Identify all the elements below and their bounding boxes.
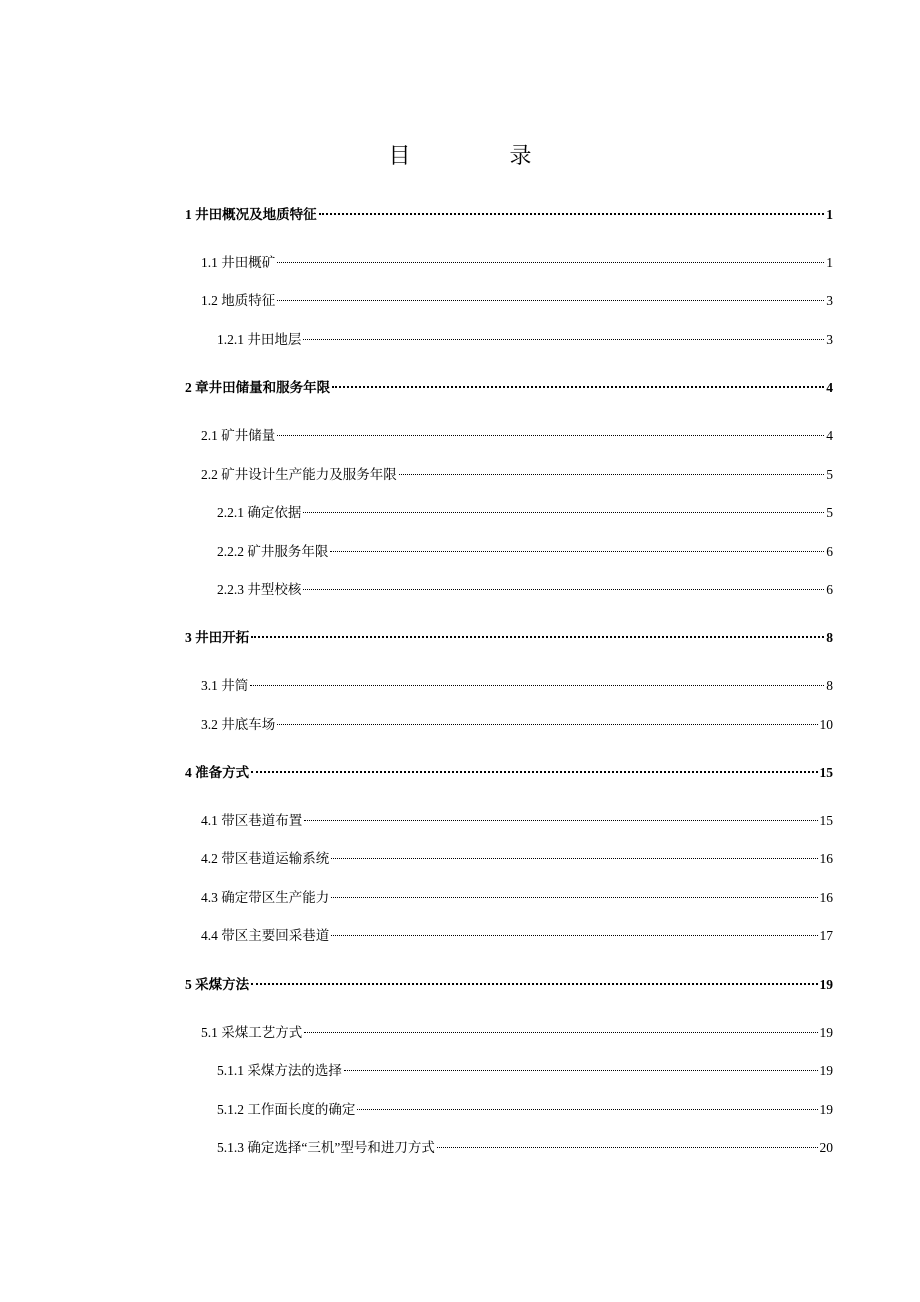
toc-entry-4-3[interactable] xyxy=(201,888,833,908)
toc-entry-page: 4 xyxy=(826,380,833,395)
toc-entry-1-2[interactable] xyxy=(201,291,833,311)
dot-leader xyxy=(251,983,817,985)
toc-entry-label: 2.2.1 确定依据 xyxy=(217,505,302,520)
toc-entry-chapter-1[interactable] xyxy=(185,205,833,225)
toc-entry-page: 8 xyxy=(826,678,833,693)
toc-entry-label: 1.2.1 井田地层 xyxy=(217,332,302,347)
toc-entry-2-1[interactable] xyxy=(201,426,833,446)
toc-entry-label: 1.1 井田概矿 xyxy=(201,255,276,270)
dot-leader xyxy=(399,474,825,475)
toc-entry-3-2[interactable] xyxy=(201,715,833,735)
toc-entry-page: 20 xyxy=(819,1140,833,1155)
toc-entry-page: 16 xyxy=(819,890,833,905)
dot-leader xyxy=(277,724,817,725)
dot-leader xyxy=(251,771,817,773)
toc-entry-label: 3.2 井底车场 xyxy=(201,717,276,732)
dot-leader xyxy=(304,820,817,821)
toc-entry-label: 4.4 带区主要回采巷道 xyxy=(201,928,330,943)
toc-entry-page: 3 xyxy=(826,293,833,308)
dot-leader xyxy=(332,386,824,388)
toc-entry-page: 3 xyxy=(826,332,833,347)
toc-entry-2-2-3[interactable] xyxy=(217,580,833,600)
toc-entry-label: 1.2 地质特征 xyxy=(201,293,276,308)
toc-entry-label: 2.1 矿井储量 xyxy=(201,428,276,443)
dot-leader xyxy=(277,262,824,263)
toc-entry-label: 2.2 矿井设计生产能力及服务年限 xyxy=(201,467,397,482)
dot-leader xyxy=(331,858,817,859)
toc-entry-4-4[interactable] xyxy=(201,926,833,946)
toc-entry-label: 4.1 带区巷道布置 xyxy=(201,813,303,828)
toc-entry-label: 4 准备方式 xyxy=(185,765,250,780)
toc-entry-label: 5 采煤方法 xyxy=(185,977,250,992)
dot-leader xyxy=(277,435,824,436)
toc-entry-label: 3.1 井筒 xyxy=(201,678,249,693)
dot-leader xyxy=(277,300,824,301)
toc-entry-4-2[interactable] xyxy=(201,849,833,869)
toc-entry-label: 2.2.3 井型校核 xyxy=(217,582,302,597)
toc-entry-5-1-2[interactable] xyxy=(217,1100,833,1120)
toc-entry-label: 4.3 确定带区生产能力 xyxy=(201,890,330,905)
toc-entry-chapter-5[interactable] xyxy=(185,975,833,995)
toc-entry-3-1[interactable] xyxy=(201,676,833,696)
toc-entry-page: 16 xyxy=(819,851,833,866)
dot-leader xyxy=(357,1109,817,1110)
toc-entry-1-1[interactable] xyxy=(201,253,833,273)
toc-entry-4-1[interactable] xyxy=(201,811,833,831)
toc-entry-1-2-1[interactable] xyxy=(217,330,833,350)
dot-leader xyxy=(303,339,824,340)
dot-leader xyxy=(319,213,825,215)
dot-leader xyxy=(304,1032,817,1033)
toc-entry-page: 19 xyxy=(819,1063,833,1078)
toc-entry-page: 6 xyxy=(826,544,833,559)
toc-entry-5-1-1[interactable] xyxy=(217,1061,833,1081)
dot-leader xyxy=(251,636,824,638)
dot-leader xyxy=(331,935,817,936)
dot-leader xyxy=(437,1147,818,1148)
toc-entry-page: 19 xyxy=(819,977,833,992)
toc-entry-label: 5.1.1 采煤方法的选择 xyxy=(217,1063,342,1078)
toc-entry-5-1[interactable] xyxy=(201,1023,833,1043)
toc-entry-page: 17 xyxy=(819,928,833,943)
toc-entry-page: 19 xyxy=(819,1102,833,1117)
toc-entry-page: 1 xyxy=(826,207,833,222)
toc-entry-page: 5 xyxy=(826,467,833,482)
toc-entry-chapter-4[interactable] xyxy=(185,763,833,783)
dot-leader xyxy=(303,512,824,513)
toc-entry-page: 19 xyxy=(819,1025,833,1040)
toc-entry-label: 1 井田概况及地质特征 xyxy=(185,207,317,222)
toc-entry-label: 3 井田开拓 xyxy=(185,630,250,645)
toc-entry-chapter-2[interactable] xyxy=(185,378,833,398)
toc-entry-page: 8 xyxy=(826,630,833,645)
toc-entry-chapter-3[interactable] xyxy=(185,628,833,648)
dot-leader xyxy=(331,897,817,898)
toc-entry-2-2-2[interactable] xyxy=(217,542,833,562)
dot-leader xyxy=(344,1070,818,1071)
toc-entry-page: 15 xyxy=(819,765,833,780)
toc-entry-page: 1 xyxy=(826,255,833,270)
toc-entry-page: 6 xyxy=(826,582,833,597)
toc-entry-label: 4.2 带区巷道运输系统 xyxy=(201,851,330,866)
toc-entry-page: 10 xyxy=(819,717,833,732)
toc-entry-label: 5.1.3 确定选择“三机”型号和进刀方式 xyxy=(217,1140,435,1155)
dot-leader xyxy=(330,551,824,552)
dot-leader xyxy=(250,685,824,686)
toc-entry-2-2-1[interactable] xyxy=(217,503,833,523)
toc-entry-5-1-3[interactable] xyxy=(217,1138,833,1158)
toc-entry-page: 15 xyxy=(819,813,833,828)
toc-entry-label: 5.1 采煤工艺方式 xyxy=(201,1025,303,1040)
toc-entry-2-2[interactable] xyxy=(201,465,833,485)
page-title: 目 录 xyxy=(388,144,578,169)
toc-entry-page: 5 xyxy=(826,505,833,520)
dot-leader xyxy=(303,589,824,590)
toc-entry-label: 5.1.2 工作面长度的确定 xyxy=(217,1102,356,1117)
toc-entry-label: 2.2.2 矿井服务年限 xyxy=(217,544,329,559)
toc-entry-page: 4 xyxy=(826,428,833,443)
toc-entry-label: 2 章井田储量和服务年限 xyxy=(185,380,331,395)
